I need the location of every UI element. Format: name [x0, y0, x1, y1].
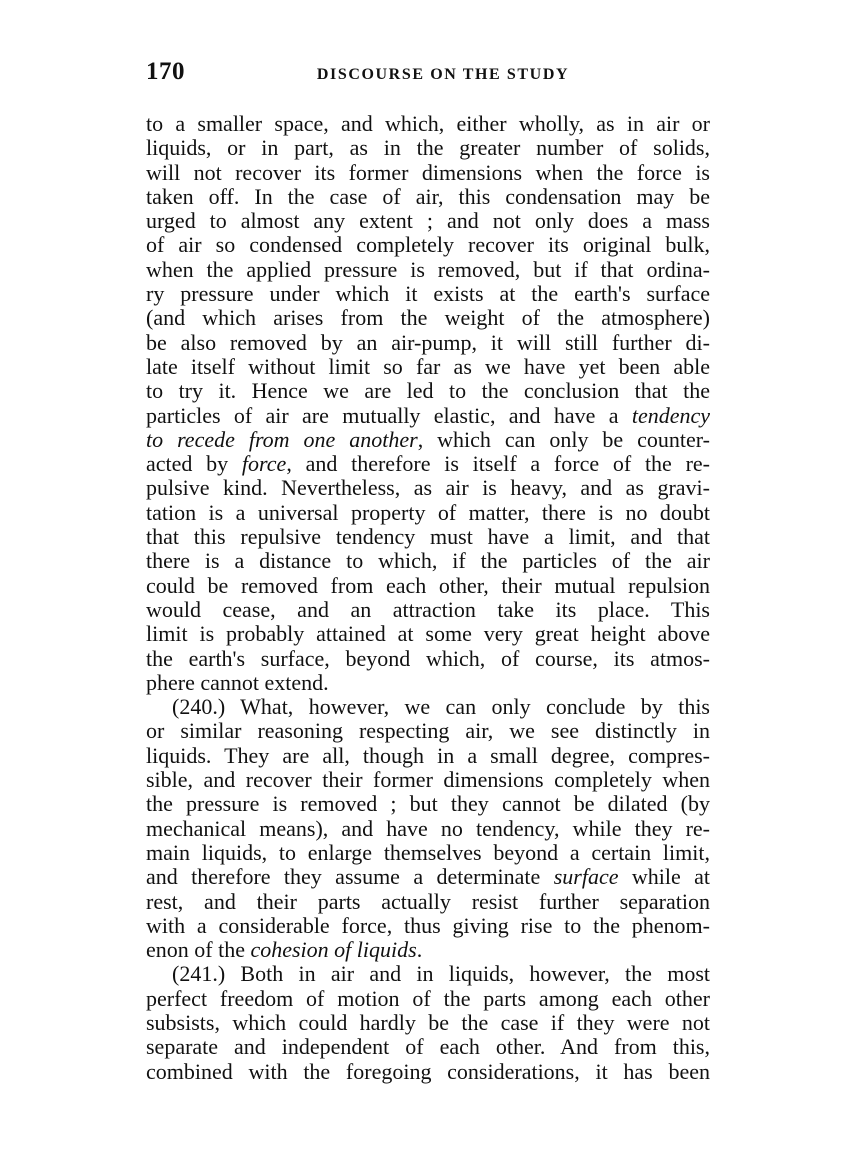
text-line: be also removed by an air-pump, it will still further di-: [146, 329, 710, 355]
text-line: mechanical means), and have no tendency, while they re-: [146, 815, 710, 841]
text-line: the earth's surface, beyond which, of course, its atmos-: [146, 645, 710, 671]
text-line: tation is a universal property of matter, there is no doubt: [146, 499, 710, 525]
text-segment: , and therefore is itself a force of the re-: [286, 451, 710, 477]
italic-phrase: to recede from one another: [146, 426, 418, 452]
text-line: taken off. In the case of air, this condensation may be: [146, 183, 710, 209]
text-segment: while at: [618, 864, 710, 890]
text-line: of air so condensed completely recover its original bulk,: [146, 232, 710, 258]
text-segment: acted by: [146, 451, 242, 477]
text-line: sible, and recover their former dimensions completely when: [146, 767, 710, 793]
text-line: [146, 452, 710, 476]
body-text: [146, 112, 710, 1084]
text-line: [146, 428, 710, 452]
italic-phrase: force: [241, 451, 287, 477]
text-line: [146, 938, 710, 962]
text-line: the pressure is removed ; but they cannot be dilated (by: [146, 791, 710, 817]
text-line: with a considerable force, thus giving rise to the phenom-: [146, 912, 710, 938]
text-line: there is a distance to which, if the particles of the air: [146, 548, 710, 574]
text-line: (240.) What, however, we can only conclude by this: [172, 694, 710, 720]
text-line: would cease, and an attraction take its place. This: [146, 596, 710, 622]
text-line: or similar reasoning respecting air, we see distinctly in: [146, 718, 710, 744]
italic-phrase: surface: [553, 864, 619, 890]
running-head: DISCOURSE ON THE STUDY: [316, 66, 570, 83]
text-line: [146, 404, 710, 428]
text-line: perfect freedom of motion of the parts among each other: [146, 985, 710, 1011]
text-segment: particles of air are mutually elastic, and have a: [146, 402, 632, 428]
text-line: could be removed from each other, their mutual repulsion: [146, 572, 710, 598]
text-line: main liquids, to enlarge themselves beyond a certain limit,: [146, 839, 710, 865]
italic-phrase: cohesion of liquids: [250, 937, 417, 963]
text-line: combined with the foregoing considerations, it has been: [146, 1058, 710, 1084]
text-line: pulsive kind. Nevertheless, as air is heavy, and as gravi-: [146, 475, 710, 501]
text-line: separate and independent of each other. And from this,: [146, 1034, 710, 1060]
text-segment: , which can only be counter-: [417, 426, 710, 452]
text-line: will not recover its former dimensions when the force is: [146, 159, 710, 185]
text-segment: and therefore they assume a determinate: [146, 864, 554, 890]
text-line: phere cannot extend.: [146, 669, 329, 695]
text-line: urged to almost any extent ; and not only does a mass: [146, 208, 710, 234]
text-line: liquids, or in part, as in the greater number of solids,: [146, 135, 710, 161]
text-line: subsists, which could hardly be the case if they were not: [146, 1009, 710, 1035]
text-line: ry pressure under which it exists at the earth's surface: [146, 281, 710, 307]
italic-phrase: tendency: [631, 402, 710, 428]
text-line: (241.) Both in air and in liquids, however, the most: [172, 961, 710, 987]
text-line: that this repulsive tendency must have a limit, and that: [146, 524, 710, 550]
text-line: to a smaller space, and which, either wholly, as in air or: [146, 111, 710, 136]
text-segment: enon of the: [146, 937, 251, 963]
text-line: liquids. They are all, though in a small degree, compres-: [146, 742, 710, 768]
text-line: [146, 865, 710, 889]
page-header: [146, 58, 710, 94]
text-line: late itself without limit so far as we have yet been able: [146, 353, 710, 379]
page-number: 170: [146, 58, 185, 85]
text-line: limit is probably attained at some very great height above: [146, 621, 710, 647]
text-line: when the applied pressure is removed, but if that ordina-: [146, 256, 710, 282]
text-segment: .: [416, 937, 423, 963]
text-line: (and which arises from the weight of the atmosphere): [146, 305, 710, 331]
text-line: rest, and their parts actually resist further separation: [146, 888, 710, 914]
text-line: to try it. Hence we are led to the conclusion that the: [146, 378, 710, 404]
